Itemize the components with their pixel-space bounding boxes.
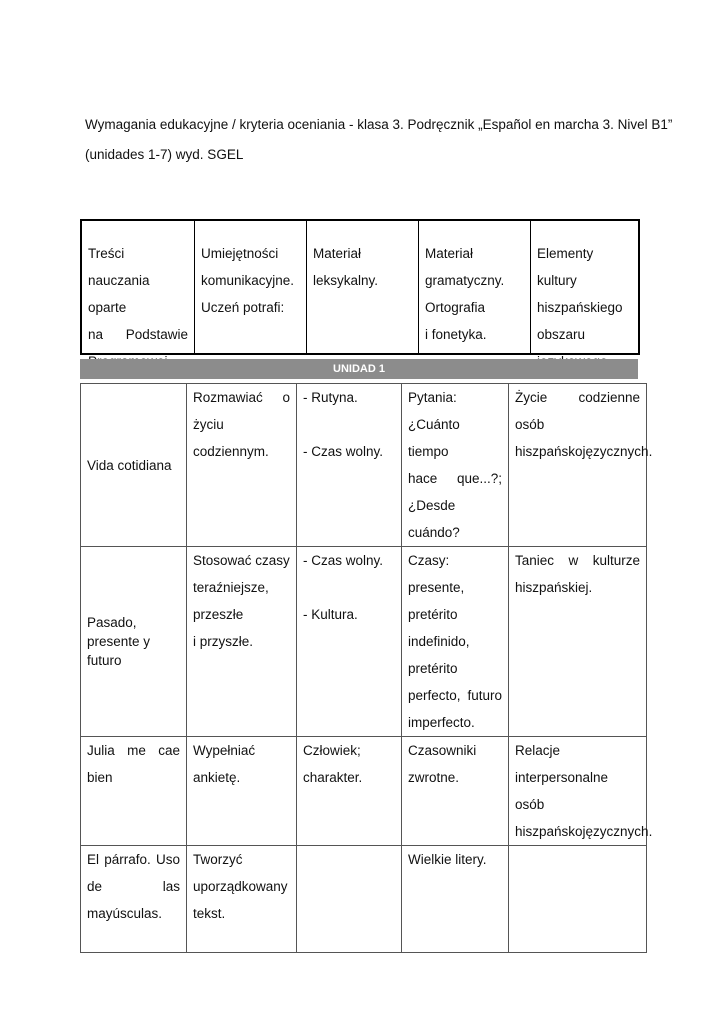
cell-text: indefinido, xyxy=(408,634,470,649)
header-lexis-column xyxy=(306,221,418,353)
cell-text: Pasado, xyxy=(87,615,137,630)
skills-cell xyxy=(187,737,297,846)
cell-text: Relacje xyxy=(515,743,561,758)
cell-text: Wypełniać xyxy=(193,743,256,758)
table-row xyxy=(81,737,647,846)
table-row xyxy=(81,846,647,953)
cell-text: - Rutyna. xyxy=(303,390,358,405)
lexis-cell xyxy=(297,737,402,846)
lexis-cell xyxy=(297,547,402,737)
skills-cell xyxy=(187,846,297,953)
header-text: obszaru xyxy=(537,327,586,342)
header-culture-column xyxy=(530,221,638,353)
skills-cell xyxy=(187,384,297,547)
topic-cell xyxy=(81,547,187,737)
cell-text: presente y xyxy=(87,634,151,649)
cell-text: imperfecto. xyxy=(408,715,475,730)
cell-text: Człowiek; xyxy=(303,743,361,758)
header-text: Umiejętności xyxy=(201,246,279,261)
culture-cell xyxy=(509,384,653,547)
cell-text: Tworzyć xyxy=(193,852,243,867)
header-text: Uczeń potrafi: xyxy=(201,300,285,315)
grammar-cell xyxy=(402,547,509,737)
cell-text: życiu xyxy=(193,417,224,432)
cell-text: Stosować czasy xyxy=(193,553,290,568)
document-title xyxy=(85,110,673,170)
header-text: Ortografia xyxy=(425,300,486,315)
cell-text: de las xyxy=(87,879,180,894)
cell-text: codziennym. xyxy=(193,444,269,459)
lexis-cell xyxy=(297,846,402,953)
header-grammar-column xyxy=(418,221,530,353)
cell-text: hiszpańskojęzycznych. xyxy=(515,444,653,459)
cell-text: - Kultura. xyxy=(303,607,358,622)
topic-cell xyxy=(81,737,187,846)
cell-text: interpersonalne osób xyxy=(515,770,609,812)
header-text: Materiał xyxy=(313,246,362,261)
header-table xyxy=(80,219,640,355)
header-text: Materiał xyxy=(425,246,474,261)
cell-text: Czasy: presente, xyxy=(408,553,465,595)
cell-text: mayúsculas. xyxy=(87,906,163,921)
header-text: Treści nauczania xyxy=(88,246,150,288)
header-text: oparte xyxy=(88,300,127,315)
cell-text: ¿Desde cuándo? xyxy=(408,498,460,540)
cell-text: Życie codzienne osób xyxy=(515,390,640,432)
cell-text: Rozmawiać o xyxy=(193,390,290,405)
culture-cell xyxy=(509,547,647,737)
header-content-column xyxy=(82,221,194,353)
unit-heading: UNIDAD 1 xyxy=(80,359,638,379)
spacer xyxy=(303,574,395,601)
header-text: i fonetyka. xyxy=(425,327,487,342)
header-text: Elementy kultury xyxy=(537,246,594,288)
cell-text: pretérito xyxy=(408,607,458,622)
lexis-cell xyxy=(297,384,402,547)
cell-text: uporządkowany xyxy=(193,879,288,894)
cell-text: tekst. xyxy=(193,906,226,921)
cell-text: hiszpańskiej. xyxy=(515,580,593,595)
grammar-cell xyxy=(402,737,509,846)
spacer xyxy=(303,411,395,438)
grammar-cell xyxy=(402,384,509,547)
title-line-2: (unidades 1-7) wyd. SGEL xyxy=(85,147,244,162)
cell-text: Taniec w kulturze xyxy=(515,553,640,568)
header-text: leksykalny. xyxy=(313,273,379,288)
cell-text: Vida cotidiana xyxy=(87,457,172,473)
cell-text: El párrafo. Uso xyxy=(87,852,180,867)
cell-text: - Czas wolny. xyxy=(303,553,384,568)
grammar-cell xyxy=(402,846,509,953)
title-line-1: Wymagania edukacyjne / kryteria oceniania - klasa 3. Podręcznik „Español en marcha 3. Nivel B1” xyxy=(85,117,673,132)
table-row xyxy=(81,384,647,547)
cell-text: ¿Cuánto tiempo xyxy=(408,417,460,459)
cell-text: bien xyxy=(87,770,113,785)
header-skills-column xyxy=(194,221,306,353)
cell-text: hiszpańskojęzycznych. xyxy=(515,824,653,839)
cell-text: hace que...?; xyxy=(408,471,502,486)
cell-text: ankietę. xyxy=(193,770,241,785)
cell-text: charakter. xyxy=(303,770,363,785)
header-text: na Podstawie xyxy=(88,327,188,342)
skills-cell xyxy=(187,547,297,737)
cell-text: i przyszłe. xyxy=(193,634,254,649)
header-text: hiszpańskiego xyxy=(537,300,623,315)
cell-text: Julia me cae xyxy=(87,743,180,758)
cell-text: futuro xyxy=(87,653,122,668)
topic-cell xyxy=(81,846,187,953)
cell-text: perfecto, futuro xyxy=(408,688,502,703)
table-row xyxy=(81,547,647,737)
cell-text: zwrotne. xyxy=(408,770,460,785)
curriculum-table xyxy=(80,383,653,953)
cell-text: - Czas wolny. xyxy=(303,444,384,459)
cell-text: przeszłe xyxy=(193,607,244,622)
topic-cell xyxy=(81,384,187,547)
cell-text: pretérito xyxy=(408,661,458,676)
header-text: gramatyczny. xyxy=(425,273,505,288)
cell-text: Czasowniki xyxy=(408,743,477,758)
cell-text: Wielkie litery. xyxy=(408,852,487,867)
culture-cell xyxy=(509,737,653,846)
culture-cell xyxy=(509,846,647,953)
header-text: komunikacyjne. xyxy=(201,273,295,288)
cell-text: Pytania: xyxy=(408,390,457,405)
cell-text: teraźniejsze, xyxy=(193,580,269,595)
